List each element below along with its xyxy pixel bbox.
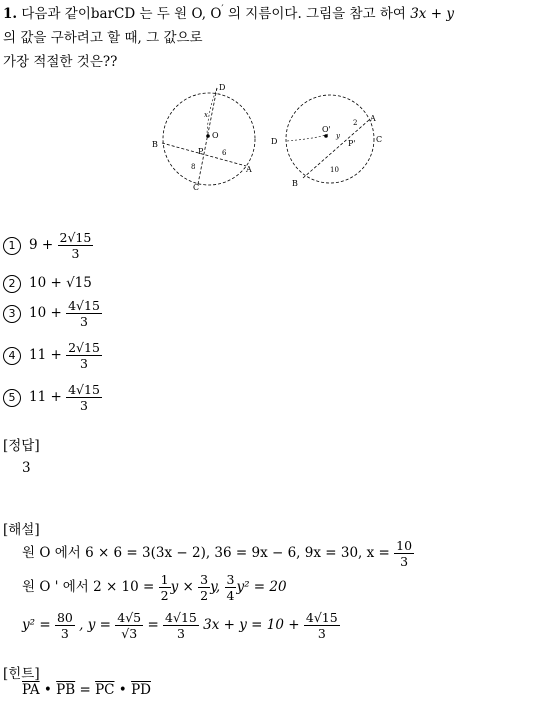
choice-marker-4: 4	[3, 347, 21, 365]
answer-value: 3	[22, 460, 31, 476]
choice-marker-1: 1	[3, 237, 21, 255]
label-b-left: B	[152, 140, 158, 149]
label-o-right: O'	[322, 125, 331, 134]
label-d-left: D	[219, 83, 226, 92]
explanation-line-1: 원 O 에서 6 × 6 = 3(3x − 2), 36 = 9x − 6, 9x = 30, x = $\frac{10}{3}$	[22, 538, 413, 569]
question-expr: 3x + y	[410, 6, 454, 22]
label-x: x	[204, 111, 208, 119]
label-d-right: D	[271, 137, 278, 146]
label-p-right: P'	[348, 139, 356, 148]
choice-4[interactable]: 4 11 + $\frac{2√15}{3}$	[3, 340, 102, 371]
hint-formula: $\overline{PA}$ • $\overline{PB} = \overline{PC}$ • $\overline{PD}$	[22, 682, 151, 698]
label-6: 6	[222, 149, 227, 157]
label-c-right: C	[376, 135, 383, 144]
circle-o	[163, 93, 255, 185]
choice-marker-5: 5	[3, 389, 21, 407]
question-number: 1.	[3, 6, 18, 22]
center-o	[206, 134, 210, 138]
choice-1[interactable]: 1 9 + $\frac{2√15}{3}$	[3, 230, 93, 261]
hint-label: [힌트]	[3, 666, 40, 682]
label-p-left: P	[198, 147, 204, 156]
answer-label: [정답]	[3, 438, 40, 454]
choice-5[interactable]: 5 11 + $\frac{4√15}{3}$	[3, 382, 102, 413]
question-line-1: 1. 다음과 같이barCD 는 두 원 O, O′ 의 지름이다. 그림을 참고 하여 3x + y	[3, 4, 454, 22]
choice-marker-3: 3	[3, 305, 21, 323]
question-text-1b: 의 지름이다. 그림을 참고 하여	[223, 6, 411, 22]
label-c-left: C	[193, 183, 200, 192]
label-8: 8	[191, 163, 196, 171]
arc-y	[287, 134, 328, 141]
question-line-3: 가장 적절한 것은??	[3, 54, 118, 70]
explanation-line-3: y² = $\frac{80}{3}$ , y = $\frac{4√5}{√3}$ = $\frac{4√15}{3}$ 3x + y = 10 + $\frac{4√15}{3}$	[22, 610, 338, 641]
label-y: y	[336, 132, 340, 140]
choice-2[interactable]: 2 10 + √15	[3, 275, 92, 293]
circles-figure	[150, 80, 395, 195]
explanation-line-2: 원 O ' 에서 2 × 10 = $\frac{1}{2}$ y × $\frac{3}{2}$ y, $\frac{3}{4}$ y² = 20	[22, 572, 287, 603]
explanation-label: [해설]	[3, 522, 40, 538]
label-10: 10	[330, 166, 339, 174]
label-a-right: A	[370, 114, 376, 123]
choice-3[interactable]: 3 10 + $\frac{4√15}{3}$	[3, 298, 102, 329]
label-a-left: A	[246, 165, 252, 174]
question-text-1a: 다음과 같이barCD 는 두 원 O, O	[21, 6, 222, 22]
label-b-right: B	[292, 179, 298, 188]
center-o-prime	[324, 134, 328, 138]
question-line-2: 의 값을 구하려고 할 때, 그 값으로	[3, 30, 203, 46]
label-2: 2	[353, 119, 358, 127]
label-o-left: O	[212, 131, 219, 140]
choice-marker-2: 2	[3, 275, 21, 293]
